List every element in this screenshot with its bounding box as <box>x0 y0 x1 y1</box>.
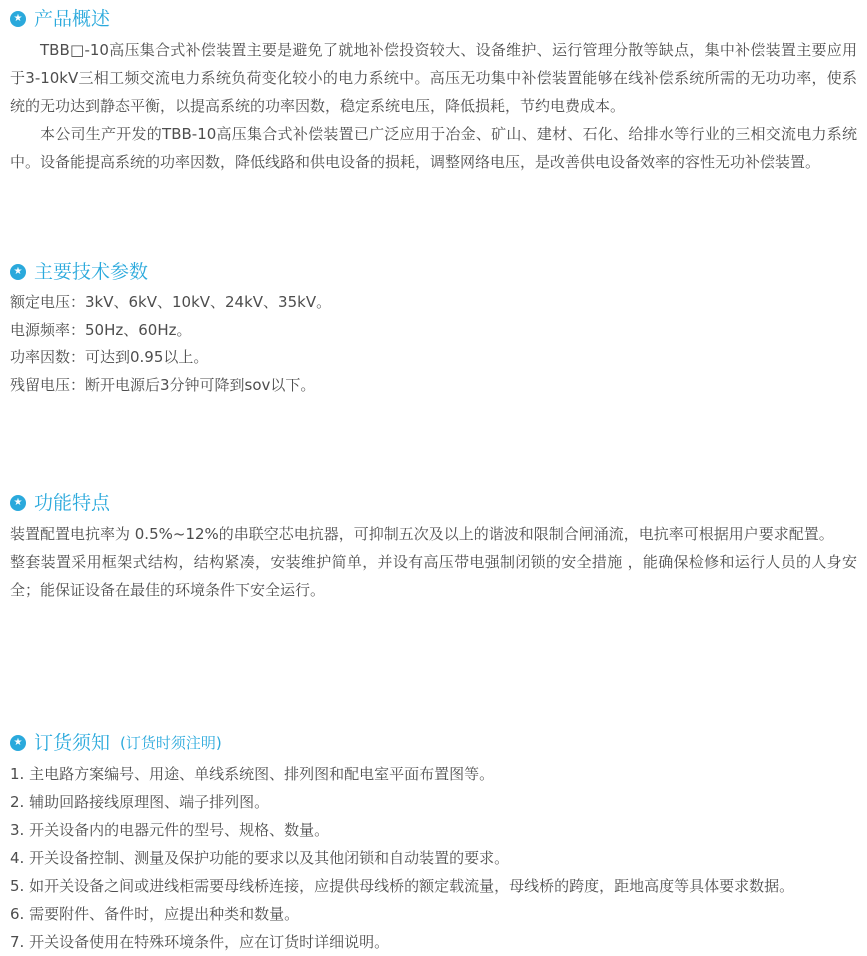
section-heading-features <box>10 492 857 514</box>
features-paragraph-1: 装置配置电抗率为 0.5%~12%的串联空芯电抗器，可抑制五次及以上的谐波和限制合闸涌流，电抗率可根据用户要求配置。 <box>10 525 834 543</box>
param-power-frequency: 电源频率：50Hz、60Hz。 <box>10 320 192 339</box>
param-rated-voltage: 额定电压：3kV、6kV、10kV、24kV、35kV。 <box>10 293 332 311</box>
section-product-overview <box>10 8 857 176</box>
star-circle-icon <box>10 735 26 751</box>
star-circle-icon <box>10 495 26 511</box>
ordering-note-5: 5. 如开关设备之间或进线柜需要母线桥连接，应提供母线桥的额定载流量，母线桥的跨度，距地高度等具体要求数据。 <box>10 877 795 895</box>
star-glyph: ★ <box>13 737 23 748</box>
section-subtitle: (订货时须注明) <box>120 734 222 752</box>
section-title: 主要技术参数 <box>34 261 149 283</box>
section-title: 产品概述 <box>34 8 111 30</box>
section-heading-ordering-notes <box>10 732 857 754</box>
ordering-note-4: 4. 开关设备控制、测量及保护功能的要求以及其他闭锁和自动装置的要求。 <box>10 849 510 867</box>
section-features <box>10 492 857 604</box>
overview-paragraph-2: 本公司生产开发的TBB-10高压集合式补偿装置已广泛应用于冶金、矿山、建材、石化、给排水等行业的三相交流电力系统中。设备能提高系统的功率因数，降低线路和供电设备的损耗，调整网络电压，是改善供电设备效率的容性无功补偿装置。 <box>10 125 857 171</box>
ordering-note-2: 2. 辅助回路接线原理图、端子排列图。 <box>10 793 270 811</box>
star-glyph: ★ <box>13 13 23 24</box>
section-title: 订货须知 <box>34 732 111 754</box>
section-title: 功能特点 <box>34 492 111 514</box>
section-ordering-notes <box>10 732 857 956</box>
star-glyph: ★ <box>13 266 23 277</box>
ordering-note-3: 3. 开关设备内的电器元件的型号、规格、数量。 <box>10 821 330 839</box>
features-paragraph-2: 整套装置采用框架式结构，结构紧凑，安装维护简单，并设有高压带电强制闭锁的安全措施 ，能确保检修和运行人员的人身安全；能保证设备在最佳的环境条件下安全运行。 <box>10 553 857 599</box>
ordering-note-7: 7. 开关设备使用在特殊环境条件，应在订货时详细说明。 <box>10 933 390 951</box>
star-glyph: ★ <box>13 497 23 508</box>
overview-paragraph-1: TBB□-10高压集合式补偿装置主要是避免了就地补偿投资较大、设备维护、运行管理分散等缺点，集中补偿装置主要应用于3-10kV三相工频交流电力系统负荷变化较小的电力系统中。高压无功集中补偿装置能够在线补偿系统所需的无功功率，使系统的无功达到静态平衡，以提高系统的功率因数，稳定系统电压，降低损耗，节约电费成本。 <box>10 41 857 115</box>
param-power-factor: 功率因数：可达到0.95以上。 <box>10 348 209 366</box>
ordering-note-1: 1. 主电路方案编号、用途、单线系统图、排列图和配电室平面布置图等。 <box>10 765 495 783</box>
section-technical-parameters <box>10 261 857 399</box>
star-circle-icon <box>10 264 26 280</box>
param-residual-voltage: 残留电压：断开电源后3分钟可降到sov以下。 <box>10 375 316 394</box>
star-circle-icon <box>10 11 26 27</box>
section-heading-technical-parameters <box>10 261 857 283</box>
ordering-note-6: 6. 需要附件、备件时，应提出种类和数量。 <box>10 905 300 923</box>
section-heading-product-overview <box>10 8 857 30</box>
